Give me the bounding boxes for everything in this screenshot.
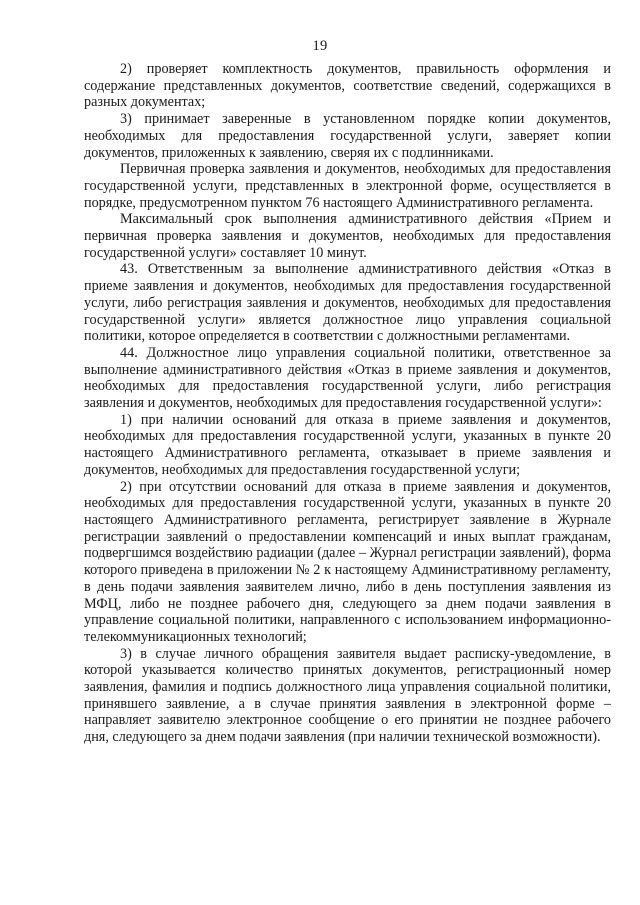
paragraph-44-item-3: 3) в случае личного обращения заявителя выдает расписку-уведомление, в которой указывается количество принятых документов, регистрационный номер заявления, фамилия и подпись должностного лица управления социальной политики, принявшего заявление, а в случае принятия заявления в электронной форме – направляет заявителю электронное сообщение о его принятии не позднее рабочего дня, следующего за днем подачи заявления (при наличии технической возможности). (84, 645, 611, 746)
paragraph-item-3-copies: 3) принимает заверенные в установленном порядке копии документов, необходимых для предоставления государственной услуги, заверяет копии документов, приложенных к заявлению, сверяя их с подлинниками. (84, 111, 611, 161)
paragraph-44-item-2: 2) при отсутствии оснований для отказа в приеме заявления и документов, необходимых для предоставления государственной услуги, указанных в пункте 20 настоящего Административного регламента, регистрирует заявление в Журнале регистрации заявлений о предоставлении компенсаций и иных выплат гражданам, подвергшимся воздействию радиации (далее – Журнал регистрации заявлений), форма которого приведена в приложении № 2 к настоящему Административному регламенту, в день подачи заявления заявителем лично, либо в день поступления заявления из МФЦ, либо не позднее рабочего дня, следующего за днем подачи заявления в управление социальной политики, направленного с использованием информационно-телекоммуникационных технологий; (84, 478, 611, 645)
paragraph-max-duration: Максимальный срок выполнения административного действия «Прием и первичная проверка заявления и документов, необходимых для предоставления государственной услуги» составляет 10 минут. (84, 211, 611, 261)
paragraph-section-44: 44. Должностное лицо управления социальной политики, ответственное за выполнение административного действия «Отказ в приеме заявления и документов, необходимых для предоставления государственной услуги, либо регистрация заявления и документов, необходимых для предоставления государственной услуги»: (84, 344, 611, 412)
paragraph-section-43: 43. Ответственным за выполнение административного действия «Отказ в приеме заявления и документов, необходимых для предоставления государственной услуги, либо регистрация заявления и документов, необходимых для предоставления государственной услуги» является должностное лицо управления социальной политики, которое определяется в соответствии с должностными регламентами. (84, 261, 611, 345)
paragraph-44-item-1: 1) при наличии оснований для отказа в приеме заявления и документов, необходимых для предоставления государственной услуги, указанных в пункте 20 настоящего Административного регламента, отказывает в приеме заявления и документов, необходимых для предоставления государственной услуги; (84, 411, 611, 478)
paragraph-item-2-check: 2) проверяет комплектность документов, правильность оформления и содержание представленных документов, соответствие сведений, содержащихся в разных документах; (84, 61, 611, 111)
document-body (84, 61, 611, 746)
page-number: 19 (312, 38, 328, 54)
paragraph-primary-check: Первичная проверка заявления и документов, необходимых для предоставления государственной услуги, представленных в электронной форме, осуществляется в порядке, предусмотренном пунктом 76 настоящего Административного регламента. (84, 161, 611, 211)
